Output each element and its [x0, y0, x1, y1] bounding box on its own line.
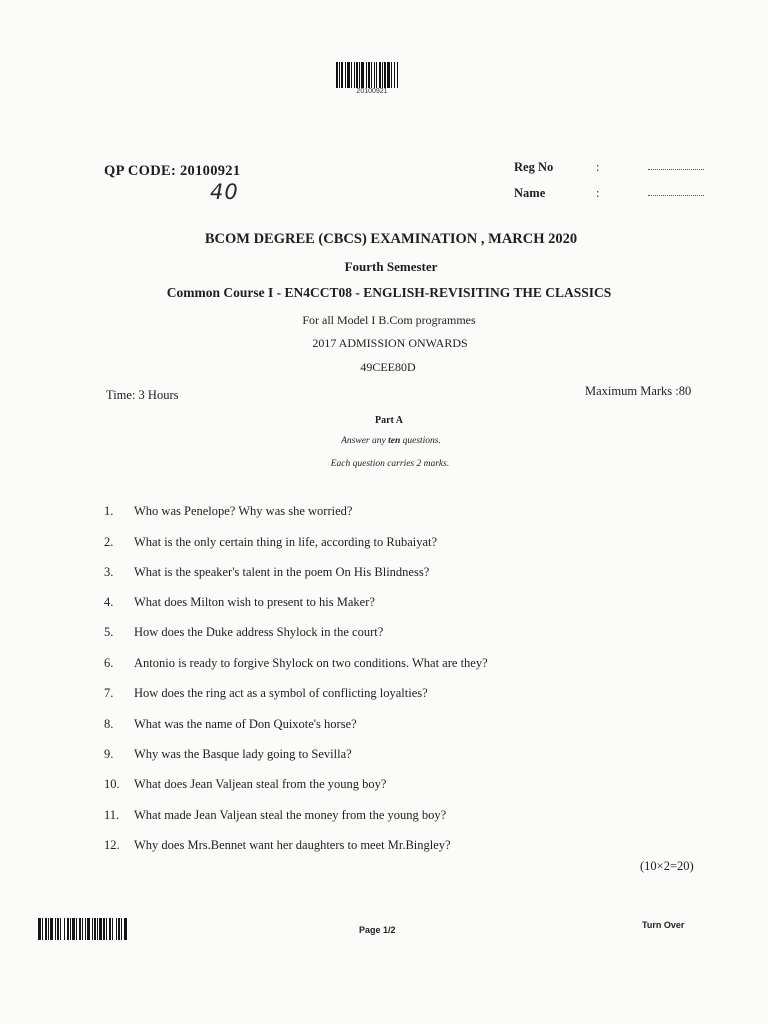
barcode-top-icon	[336, 62, 408, 88]
marks-instruction: Each question carries 2 marks.	[330, 459, 450, 469]
question-text: What does Jean Valjean steal from the young boy?	[134, 777, 387, 791]
exam-title: BCOM DEGREE (CBCS) EXAMINATION , MARCH 2020	[204, 231, 578, 247]
question-text: Who was Penelope? Why was she worried?	[134, 504, 353, 518]
question-item	[104, 625, 664, 643]
admission-line: 2017 ADMISSION ONWARDS	[312, 336, 468, 350]
question-item	[104, 535, 664, 553]
question-number: 3.	[104, 565, 114, 579]
question-number: 9.	[104, 747, 114, 761]
instruction-bold: ten	[388, 436, 401, 446]
question-text: Why was the Basque lady going to Sevilla?	[134, 747, 352, 761]
reg-no-row	[514, 160, 714, 176]
question-text: What is the speaker's talent in the poem On His Blindness?	[134, 565, 430, 579]
question-number: 10.	[104, 777, 120, 791]
question-item	[104, 717, 664, 735]
instruction-prefix: Answer any	[341, 436, 389, 446]
name-blank	[648, 195, 704, 196]
answer-instruction	[7, 436, 768, 446]
question-item	[104, 808, 664, 826]
maximum-marks: Maximum Marks :80	[585, 384, 692, 398]
programmes-line: For all Model I B.Com programmes	[302, 313, 476, 327]
question-item	[104, 504, 664, 522]
question-item	[104, 656, 664, 674]
question-item	[104, 777, 664, 795]
question-number: 1.	[104, 504, 114, 518]
question-text: What does Milton wish to present to his Maker?	[134, 595, 375, 609]
question-text: What is the only certain thing in life, according to Rubaiyat?	[134, 535, 438, 549]
barcode-bottom-icon	[38, 918, 162, 940]
qp-code: QP CODE: 20100921	[104, 163, 241, 179]
name-colon: :	[596, 186, 600, 200]
paper-code: 49CEE80D	[360, 360, 416, 374]
question-item	[104, 565, 664, 583]
handwritten-note: 40	[210, 180, 239, 204]
name-row	[514, 186, 714, 202]
question-number: 11.	[104, 808, 120, 822]
question-text: Antonio is ready to forgive Shylock on two conditions. What are they?	[134, 656, 488, 670]
question-item	[104, 838, 664, 856]
question-number: 5.	[104, 625, 114, 639]
part-title: Part A	[374, 415, 404, 426]
turn-over-label: Turn Over	[642, 920, 685, 930]
reg-no-colon: :	[596, 160, 600, 174]
name-label: Name	[514, 186, 546, 200]
question-number: 6.	[104, 656, 114, 670]
question-number: 7.	[104, 686, 114, 700]
question-number: 4.	[104, 595, 114, 609]
reg-no-blank	[648, 169, 704, 170]
question-number: 12.	[104, 838, 120, 852]
marks-total: (10×2=20)	[640, 859, 694, 873]
barcode-number: 20100921	[356, 88, 388, 95]
question-text: How does the Duke address Shylock in the court?	[134, 625, 384, 639]
course-title: Common Course I - EN4CCT08 - ENGLISH-REVISITING THE CLASSICS	[166, 285, 612, 300]
page-number: Page 1/2	[359, 925, 396, 935]
question-text: What was the name of Don Quixote's horse?	[134, 717, 357, 731]
question-text: Why does Mrs.Bennet want her daughters to meet Mr.Bingley?	[134, 838, 451, 852]
question-item	[104, 747, 664, 765]
semester-title: Fourth Semester	[344, 259, 438, 274]
reg-no-label: Reg No	[514, 160, 554, 174]
question-item	[104, 595, 664, 613]
question-text: How does the ring act as a symbol of conflicting loyalties?	[134, 686, 428, 700]
instruction-suffix: questions.	[400, 436, 441, 446]
question-item	[104, 686, 664, 704]
question-text: What made Jean Valjean steal the money from the young boy?	[134, 808, 447, 822]
question-number: 8.	[104, 717, 114, 731]
question-number: 2.	[104, 535, 114, 549]
time-allowed: Time: 3 Hours	[106, 388, 179, 402]
